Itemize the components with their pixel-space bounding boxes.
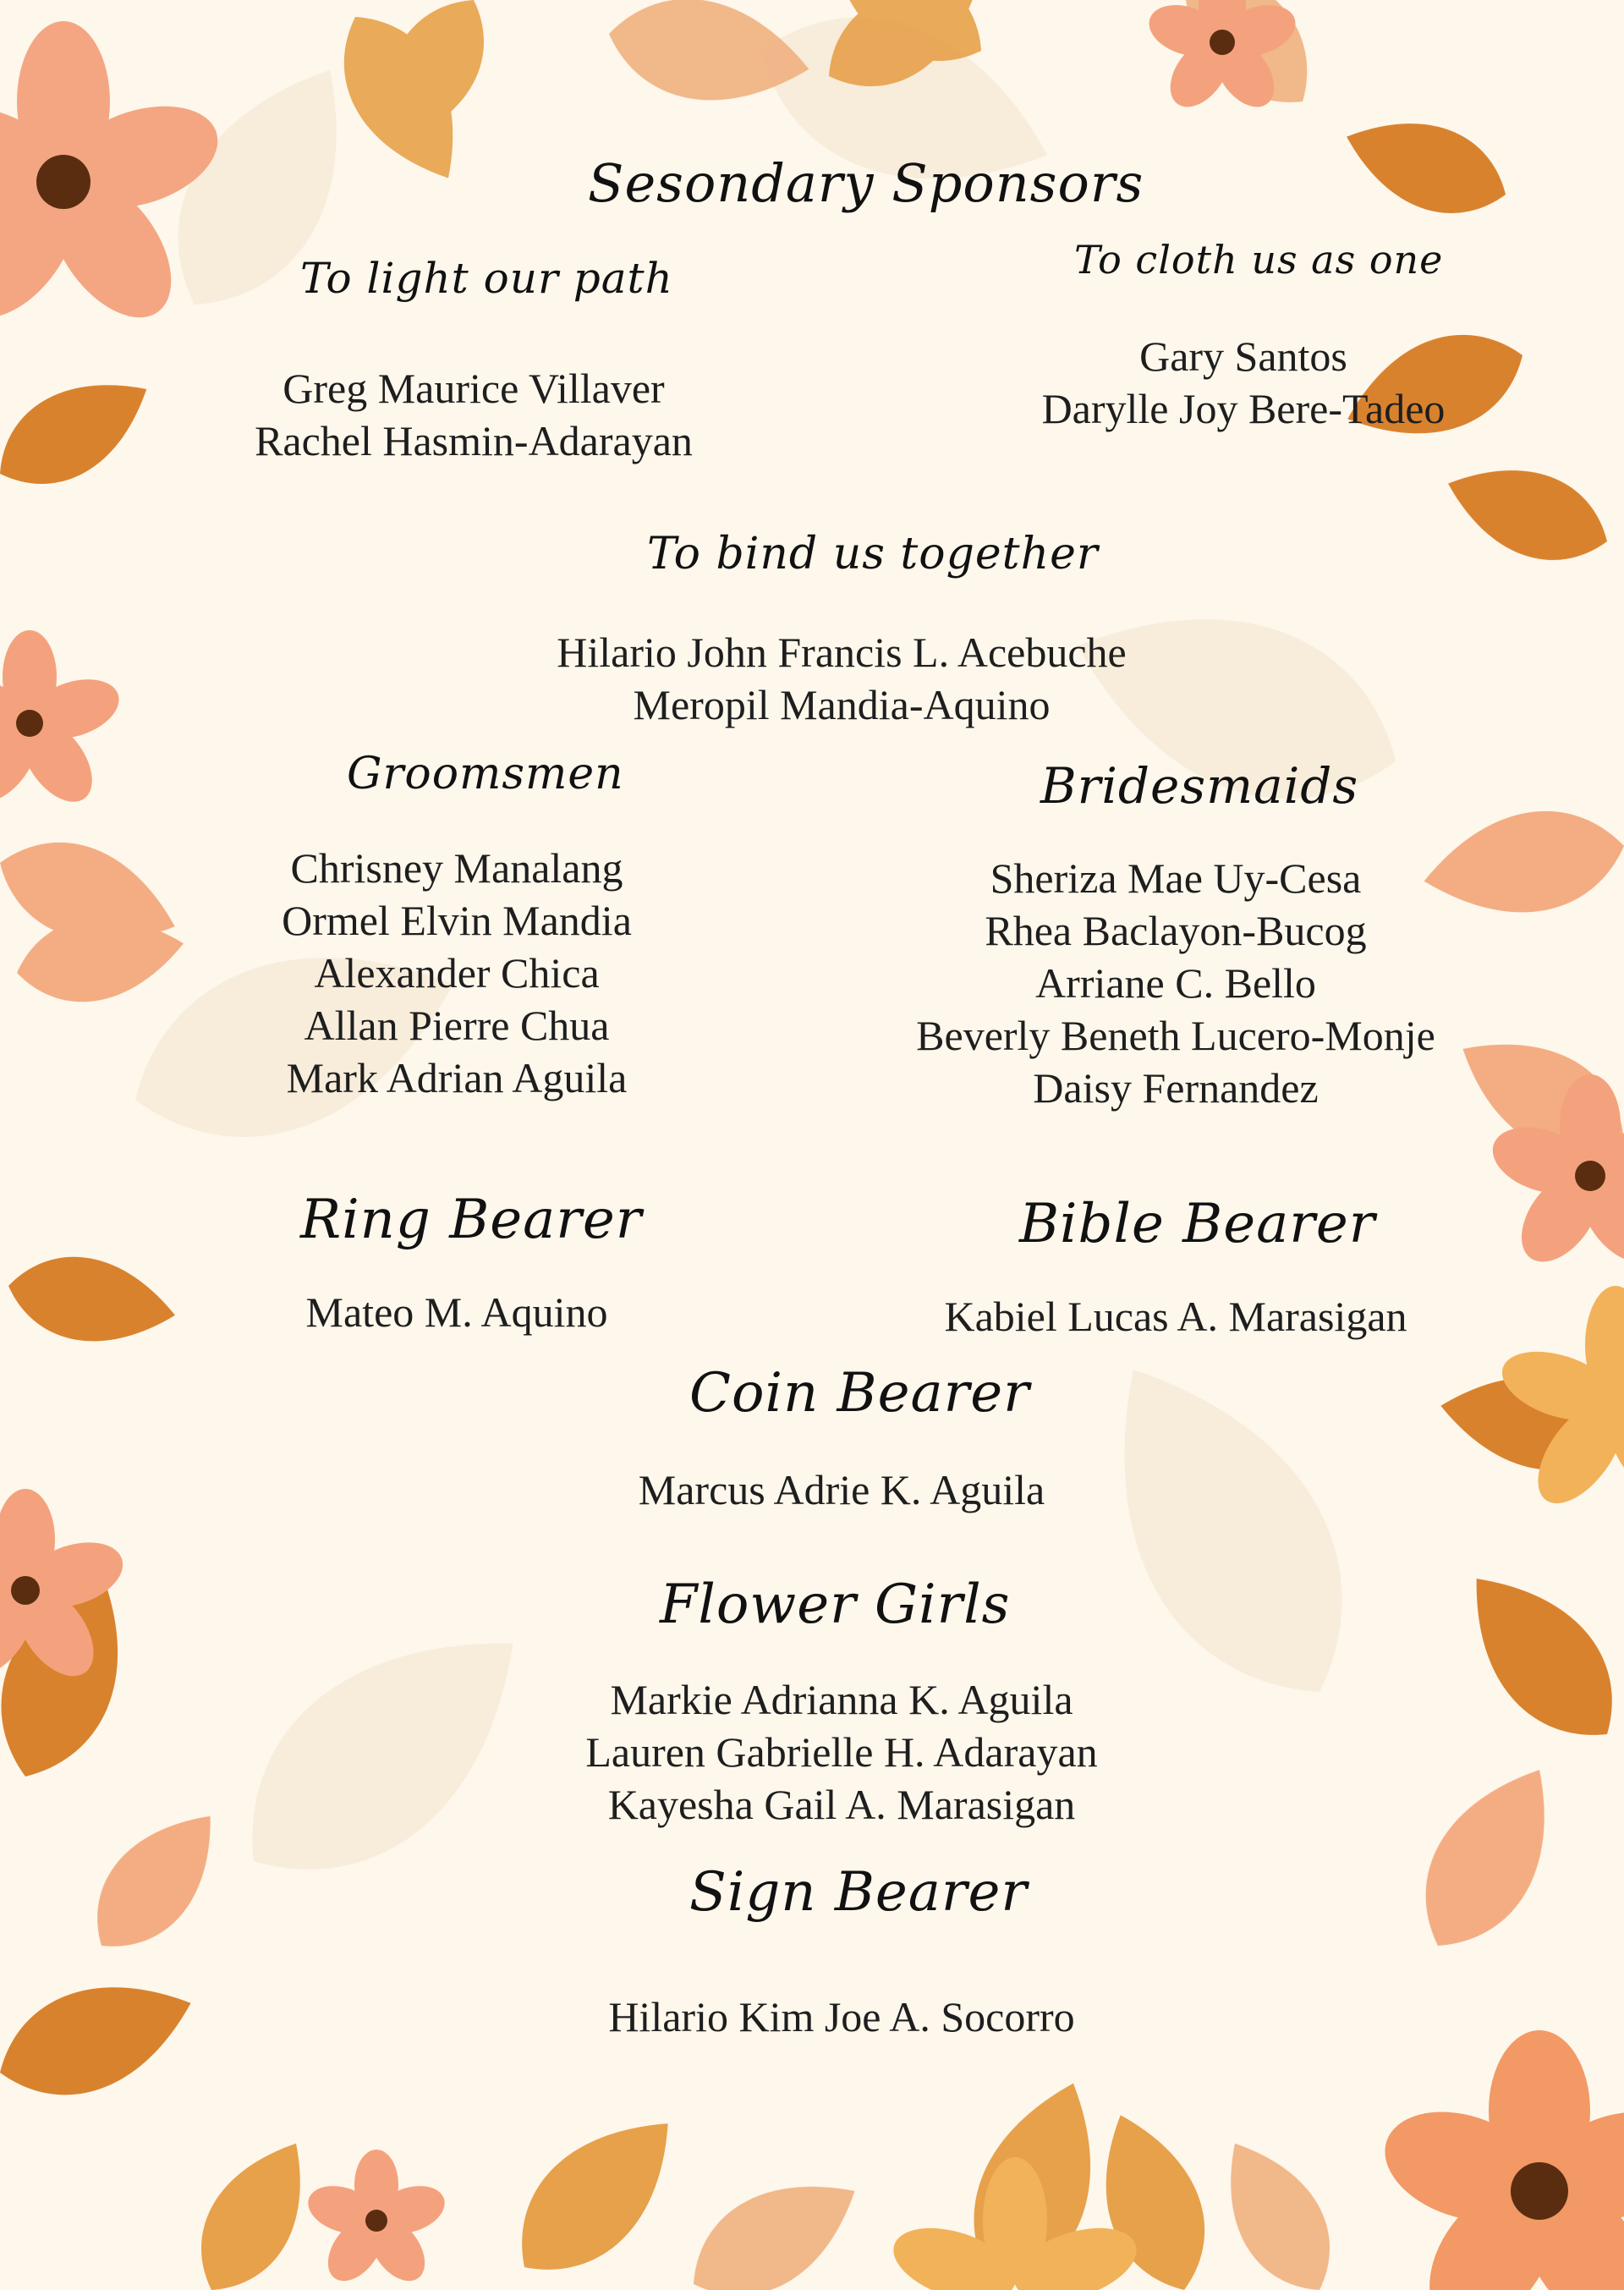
bind-heading: To bind us together — [647, 529, 1099, 579]
groomsmen-heading: Groomsmen — [347, 749, 624, 799]
flower-girls-names — [474, 1673, 1210, 1831]
sign-bearer-names — [474, 1991, 1210, 2043]
name: Sheriza Mae Uy-Cesa — [990, 854, 1362, 902]
cloth-names — [998, 330, 1489, 435]
name: Marcus Adrie K. Aguila — [638, 1466, 1045, 1513]
name: Kabiel Lucas A. Marasigan — [944, 1293, 1407, 1340]
flower-girls-heading: Flower Girls — [660, 1573, 1011, 1636]
name: Ormel Elvin Mandia — [282, 897, 632, 944]
name: Kayesha Gail A. Marasigan — [607, 1781, 1076, 1828]
name: Greg Maurice Villaver — [283, 365, 665, 412]
groomsmen-names — [203, 842, 710, 1104]
name: Hilario John Francis L. Acebuche — [557, 629, 1127, 676]
cloth-heading: To cloth us as one — [1074, 237, 1444, 283]
ring-bearer-heading: Ring Bearer — [300, 1189, 643, 1251]
name: Meropil Mandia-Aquino — [633, 681, 1051, 728]
name: Gary Santos — [1139, 332, 1347, 380]
name: Hilario Kim Joe A. Socorro — [608, 1993, 1075, 2040]
name: Arriane C. Bello — [1035, 959, 1316, 1007]
coin-bearer-heading: Coin Bearer — [689, 1362, 1030, 1425]
name: Lauren Gabrielle H. Adarayan — [585, 1728, 1098, 1776]
ring-bearer-names — [203, 1286, 710, 1338]
bridesmaids-names — [871, 852, 1480, 1114]
name: Markie Adrianna K. Aguila — [610, 1676, 1073, 1723]
light-heading: To light our path — [300, 254, 673, 303]
bible-bearer-names — [871, 1290, 1480, 1343]
bridesmaids-heading: Bridesmaids — [1040, 757, 1359, 815]
name: Mark Adrian Aguila — [286, 1054, 628, 1101]
name: Beverly Beneth Lucero-Monje — [916, 1012, 1435, 1059]
bible-bearer-heading: Bible Bearer — [1019, 1193, 1376, 1255]
name: Darylle Joy Bere-Tadeo — [1041, 385, 1446, 432]
name: Chrisney Manalang — [290, 844, 623, 892]
name: Daisy Fernandez — [1033, 1064, 1319, 1112]
name: Allan Pierre Chua — [304, 1002, 610, 1049]
name: Rachel Hasmin-Adarayan — [255, 417, 693, 464]
bind-names — [474, 626, 1210, 731]
name: Alexander Chica — [314, 949, 600, 997]
light-names — [211, 362, 736, 467]
coin-bearer-names — [516, 1464, 1167, 1516]
name: Mateo M. Aquino — [305, 1288, 608, 1336]
page-title: Sesondary Sponsors — [588, 152, 1144, 214]
name: Rhea Baclayon-Bucog — [985, 907, 1367, 954]
sign-bearer-heading: Sign Bearer — [689, 1861, 1028, 1924]
